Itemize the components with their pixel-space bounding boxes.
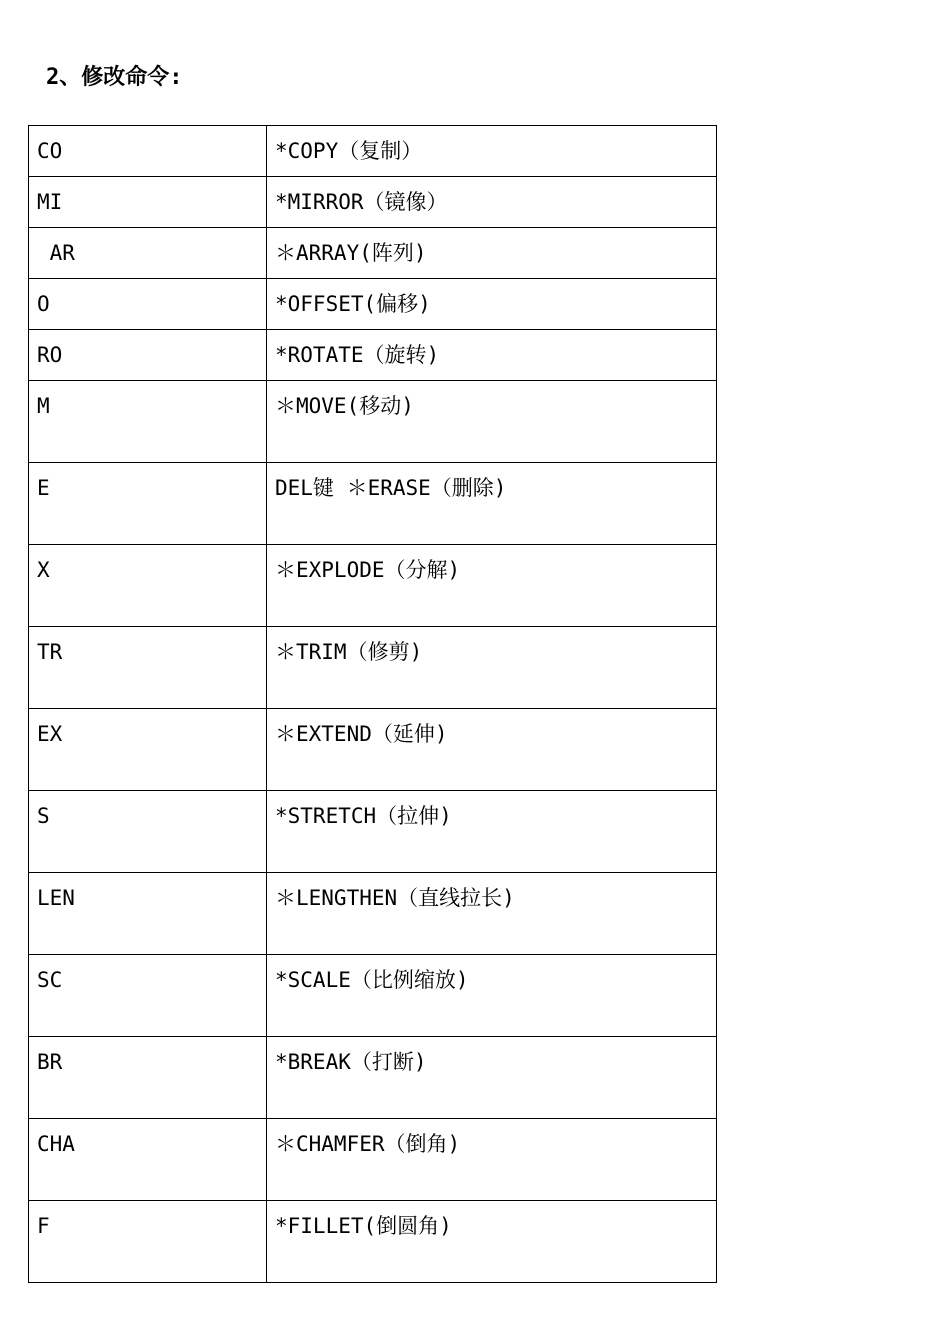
command-text: *SCALE（比例缩放): [275, 968, 469, 992]
command-cell: [267, 627, 717, 709]
table-row: [29, 1037, 717, 1119]
abbr-text: MI: [37, 190, 63, 214]
command-cell: [267, 955, 717, 1037]
abbr-text: SC: [37, 968, 63, 992]
table-row: [29, 228, 717, 279]
command-cell: [267, 463, 717, 545]
abbr-cell: [29, 709, 267, 791]
command-text: ＊EXPLODE（分解): [275, 558, 461, 582]
table-row: [29, 791, 717, 873]
command-text: *STRETCH（拉伸): [275, 804, 452, 828]
command-cell: [267, 330, 717, 381]
command-cell: [267, 791, 717, 873]
table-row: [29, 381, 717, 463]
table-row: [29, 1201, 717, 1283]
abbr-cell: [29, 1119, 267, 1201]
command-cell: [267, 709, 717, 791]
command-cell: [267, 126, 717, 177]
abbr-cell: [29, 545, 267, 627]
abbr-text: RO: [37, 343, 63, 367]
command-text: ＊LENGTHEN（直线拉长): [275, 886, 515, 910]
abbr-cell: [29, 381, 267, 463]
command-text: *ROTATE（旋转): [275, 343, 440, 367]
abbr-text: TR: [37, 640, 63, 664]
abbr-cell: [29, 1037, 267, 1119]
abbr-text: EX: [37, 722, 63, 746]
table-row: [29, 279, 717, 330]
abbr-cell: [29, 463, 267, 545]
table-row: [29, 873, 717, 955]
abbr-cell: [29, 228, 267, 279]
command-text: ＊MOVE(移动): [275, 394, 414, 418]
command-text: *MIRROR（镜像）: [275, 190, 448, 214]
table-row: [29, 709, 717, 791]
abbr-cell: [29, 955, 267, 1037]
abbr-text: CO: [37, 139, 63, 163]
command-text: DEL键 ＊ERASE（删除): [275, 476, 507, 500]
abbr-cell: [29, 873, 267, 955]
abbr-text: X: [37, 558, 50, 582]
abbr-text: CHA: [37, 1132, 75, 1156]
command-cell: [267, 1201, 717, 1283]
abbr-cell: [29, 279, 267, 330]
abbr-text: M: [37, 394, 50, 418]
abbr-cell: [29, 791, 267, 873]
table-row: [29, 545, 717, 627]
abbr-text: BR: [37, 1050, 63, 1074]
table-row: [29, 955, 717, 1037]
table-row: [29, 177, 717, 228]
command-text: ＊EXTEND（延伸): [275, 722, 448, 746]
command-cell: [267, 381, 717, 463]
abbr-text: LEN: [37, 886, 75, 910]
command-cell: [267, 228, 717, 279]
command-cell: [267, 873, 717, 955]
table-row: [29, 463, 717, 545]
command-text: ＊TRIM（修剪): [275, 640, 423, 664]
abbr-text: E: [37, 476, 50, 500]
command-cell: [267, 279, 717, 330]
table-row: [29, 330, 717, 381]
command-cell: [267, 545, 717, 627]
command-text: *COPY（复制）: [275, 139, 423, 163]
abbr-cell: [29, 627, 267, 709]
command-cell: [267, 1037, 717, 1119]
abbr-text: S: [37, 804, 50, 828]
command-text: *OFFSET(偏移): [275, 292, 431, 316]
command-table: [28, 125, 717, 1283]
command-text: *FILLET(倒圆角): [275, 1214, 452, 1238]
command-cell: [267, 177, 717, 228]
command-text: ＊CHAMFER（倒角): [275, 1132, 461, 1156]
abbr-text: F: [37, 1214, 50, 1238]
command-cell: [267, 1119, 717, 1201]
abbr-cell: [29, 1201, 267, 1283]
table-row: [29, 627, 717, 709]
command-text: *BREAK（打断): [275, 1050, 427, 1074]
table-row: [29, 1119, 717, 1201]
abbr-text: O: [37, 292, 50, 316]
command-text: ＊ARRAY(阵列): [275, 241, 427, 265]
abbr-text: AR: [37, 241, 75, 265]
table-row: [29, 126, 717, 177]
abbr-cell: [29, 330, 267, 381]
abbr-cell: [29, 177, 267, 228]
abbr-cell: [29, 126, 267, 177]
section-heading: 2、修改命令:: [46, 65, 183, 90]
